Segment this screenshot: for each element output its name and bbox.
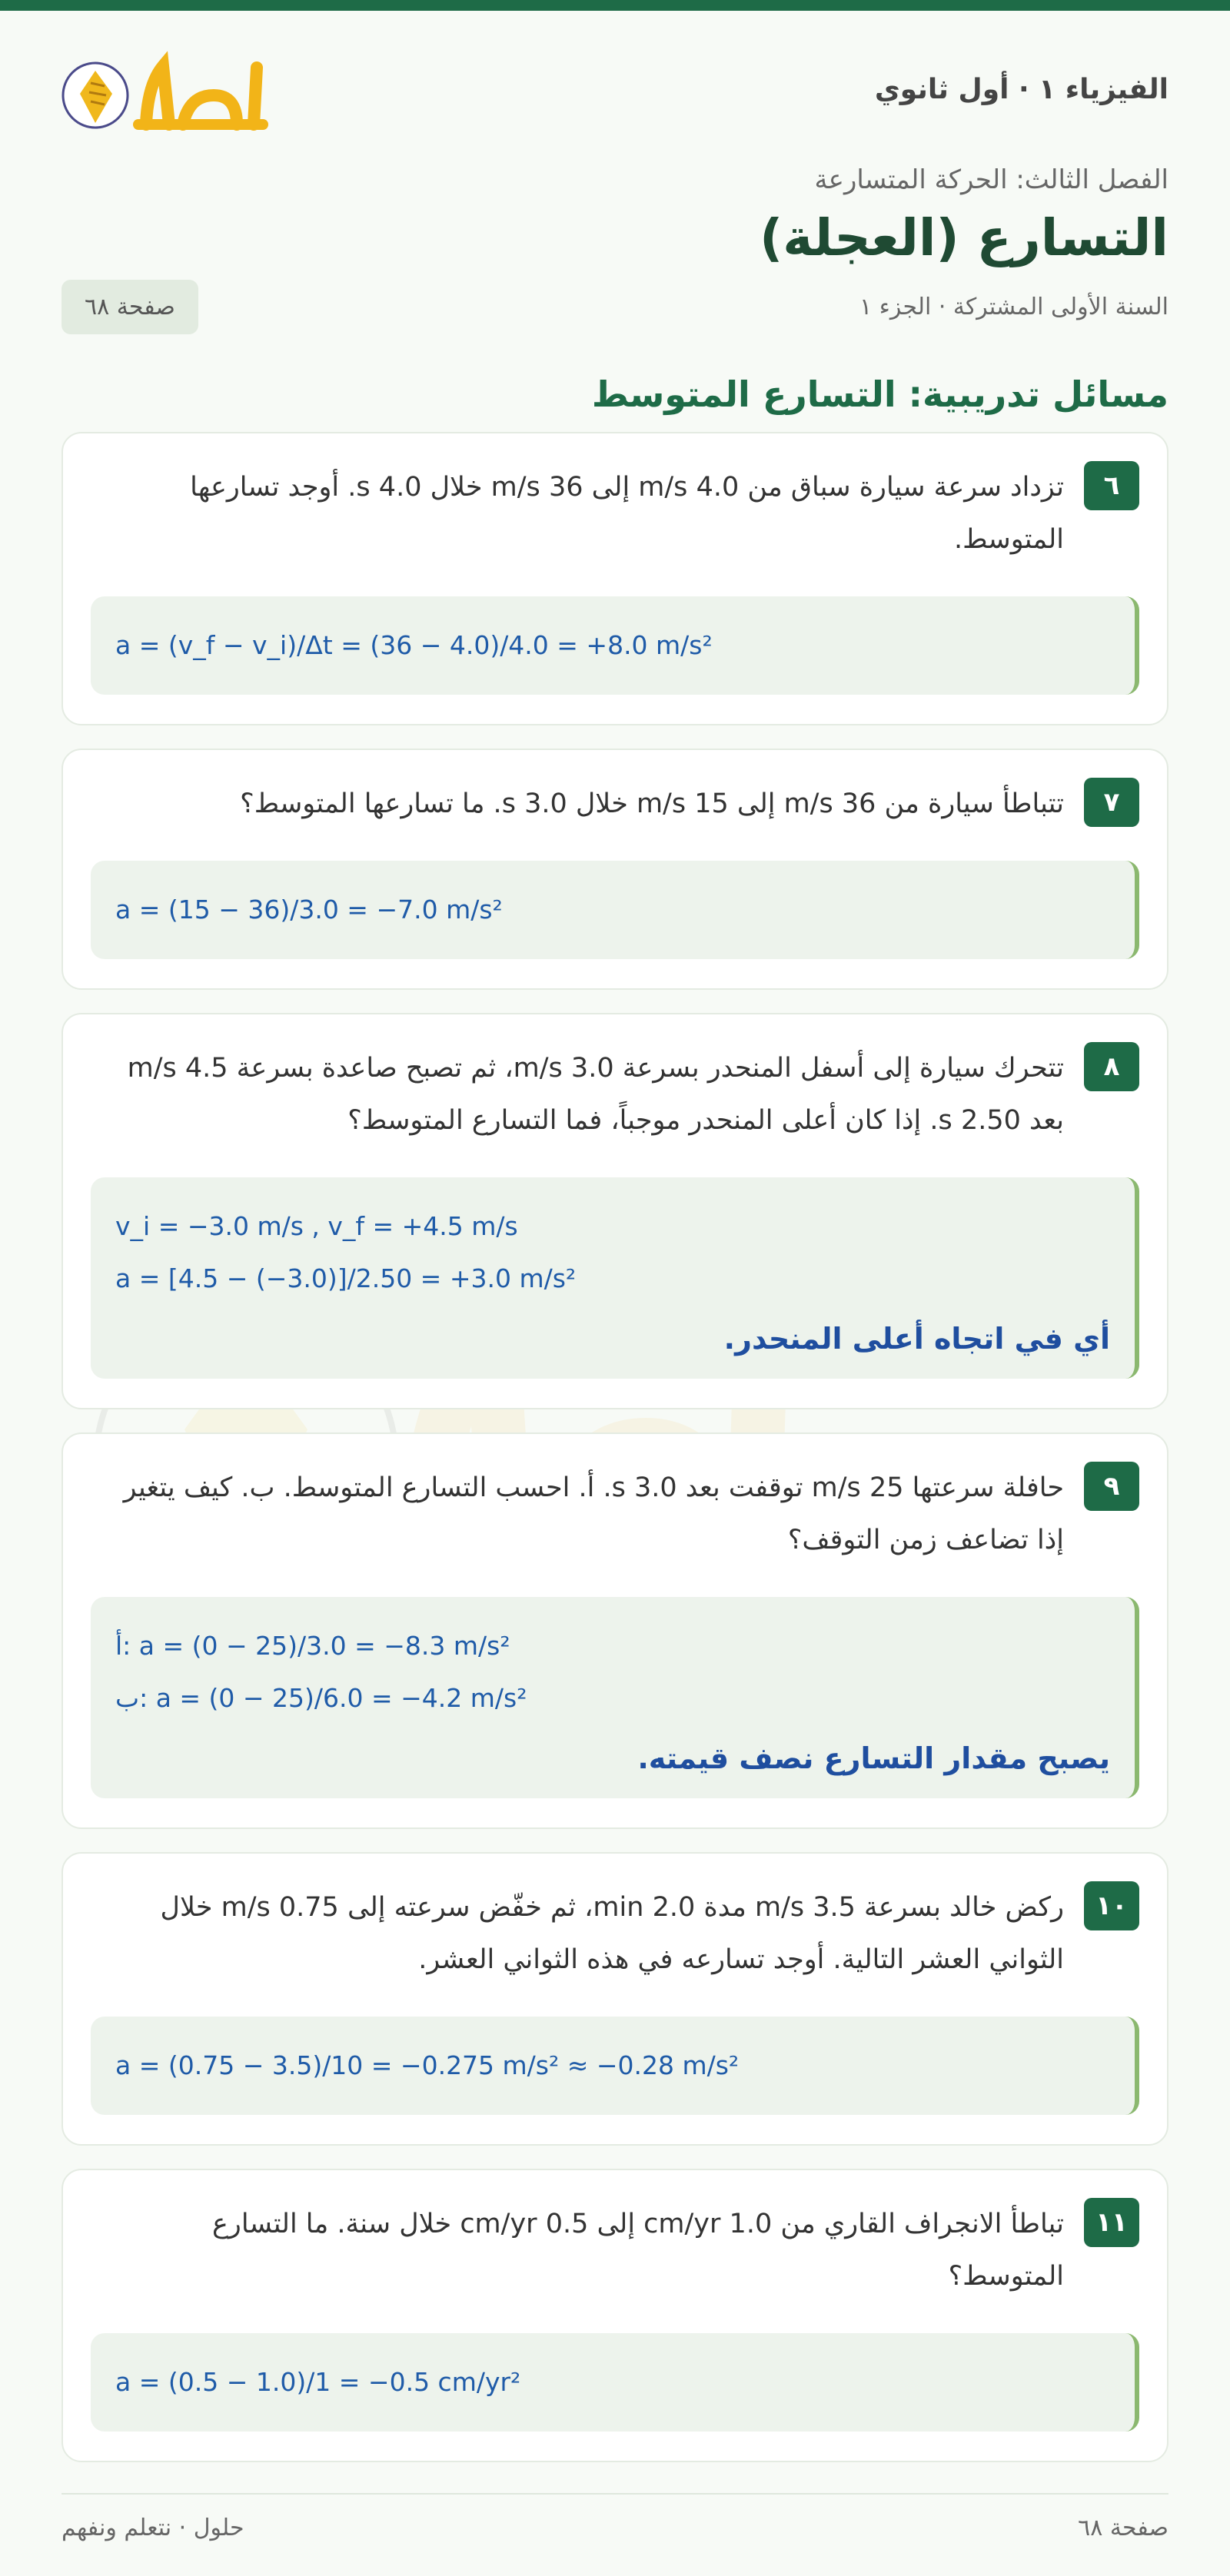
- solution-equation: a = [4.5 − (−3.0)]/2.50 = +3.0 m/s²: [115, 1263, 577, 1293]
- problem-card: [62, 1013, 1168, 1409]
- solution-equation: a = (15 − 36)/3.0 = −7.0 m/s²: [115, 894, 503, 925]
- solution-box: [91, 2333, 1139, 2432]
- solution-equation: [115, 1672, 1110, 1725]
- solution-equation: a = (0.75 − 3.5)/10 = −0.275 m/s² ≈ −0.28 m/s²: [115, 2050, 740, 2080]
- solution-conclusion: أي في اتجاه أعلى المنحدر.: [723, 1321, 1110, 1356]
- solution-equation: a = (0.5 − 1.0)/1 = −0.5 cm/yr²: [115, 2366, 521, 2397]
- footer-brand: حلول · نتعلم ونفهم: [62, 2515, 244, 2541]
- problem-text: تباطأ الانجراف القاري من 1.0 cm/yr إلى 0.5 cm/yr خلال سنة. ما التسارع المتوسط؟: [212, 2208, 1064, 2292]
- top-accent-bar: [0, 0, 1230, 11]
- problem-card: [62, 2169, 1168, 2462]
- problem-text: تتحرك سيارة إلى أسفل المنحدر بسرعة 3.0 m/s، ثم تصبح صاعدة بسرعة 4.5 m/s بعد 2.50 s. إذا كان أعلى المنحدر موجباً، فما التسارع المتوسط؟: [127, 1052, 1064, 1136]
- problem-card: [62, 1852, 1168, 2146]
- subject-label: الفيزياء ١ · أول ثانوي: [874, 74, 1168, 105]
- problem-number: ٧: [1084, 778, 1139, 827]
- solution-equation: [115, 1620, 1110, 1672]
- solution-equation: a = (v_f − v_i)/Δt = (36 − 4.0)/4.0 = +8.0 m/s²: [115, 629, 713, 660]
- problem-number: ٩: [1084, 1462, 1139, 1511]
- solution-box: [91, 1597, 1139, 1798]
- problem-number: ١٠: [1084, 1881, 1139, 1930]
- problem-number: ١١: [1084, 2198, 1139, 2247]
- solution-box: [91, 1177, 1139, 1379]
- solution-box: [91, 2017, 1139, 2115]
- page-content: [62, 11, 1168, 2485]
- meta-row: [62, 280, 1168, 340]
- problem-card: [62, 1432, 1168, 1829]
- problem-card: [62, 432, 1168, 725]
- section-title: مسائل تدريبية: التسارع المتوسط: [591, 373, 1168, 415]
- footer-page-number: صفحة ٦٨: [1078, 2515, 1168, 2541]
- problem-text: ركض خالد بسرعة 3.5 m/s مدة 2.0 min، ثم خفّض سرعته إلى 0.75 m/s خلال الثواني العشر التالية. أوجد تسارعه في هذه الثواني العشر.: [160, 1891, 1064, 1975]
- part-equation: a = (0 − 25)/3.0 = −8.3 m/s²: [138, 1630, 510, 1661]
- page-title: التسارع (العجلة): [760, 208, 1168, 267]
- part-equation: a = (0 − 25)/6.0 = −4.2 m/s²: [155, 1682, 527, 1713]
- page-number-badge: صفحة ٦٨: [62, 280, 198, 334]
- course-meta: السنة الأولى المشتركة · الجزء ١: [859, 293, 1168, 320]
- hulul-logo: [62, 49, 277, 141]
- hulul-logo-icon: [62, 49, 277, 141]
- problem-text: حافلة سرعتها 25 m/s توقفت بعد 3.0 s. أ. احسب التسارع المتوسط. ب. كيف يتغير إذا تضاعف زمن التوقف؟: [123, 1472, 1064, 1555]
- part-label: ب:: [115, 1682, 148, 1713]
- solution-box: [91, 861, 1139, 959]
- problem-text: تتباطأ سيارة من 36 m/s إلى 15 m/s خلال 3.0 s. ما تسارعها المتوسط؟: [240, 788, 1064, 819]
- part-label: أ:: [115, 1630, 131, 1661]
- chapter-label: الفصل الثالث: الحركة المتسارعة: [814, 164, 1168, 195]
- problem-number: ٨: [1084, 1042, 1139, 1091]
- problem-number: ٦: [1084, 461, 1139, 510]
- problem-text: تزداد سرعة سيارة سباق من 4.0 m/s إلى 36 m/s خلال 4.0 s. أوجد تسارعها المتوسط.: [190, 471, 1064, 555]
- page-footer: [62, 2493, 1168, 2553]
- problem-card: [62, 749, 1168, 990]
- solution-conclusion: يصبح مقدار التسارع نصف قيمته.: [637, 1741, 1110, 1775]
- page-header: [62, 11, 1168, 164]
- solution-equation: v_i = −3.0 m/s , v_f = +4.5 m/s: [115, 1210, 518, 1241]
- solution-box: [91, 596, 1139, 695]
